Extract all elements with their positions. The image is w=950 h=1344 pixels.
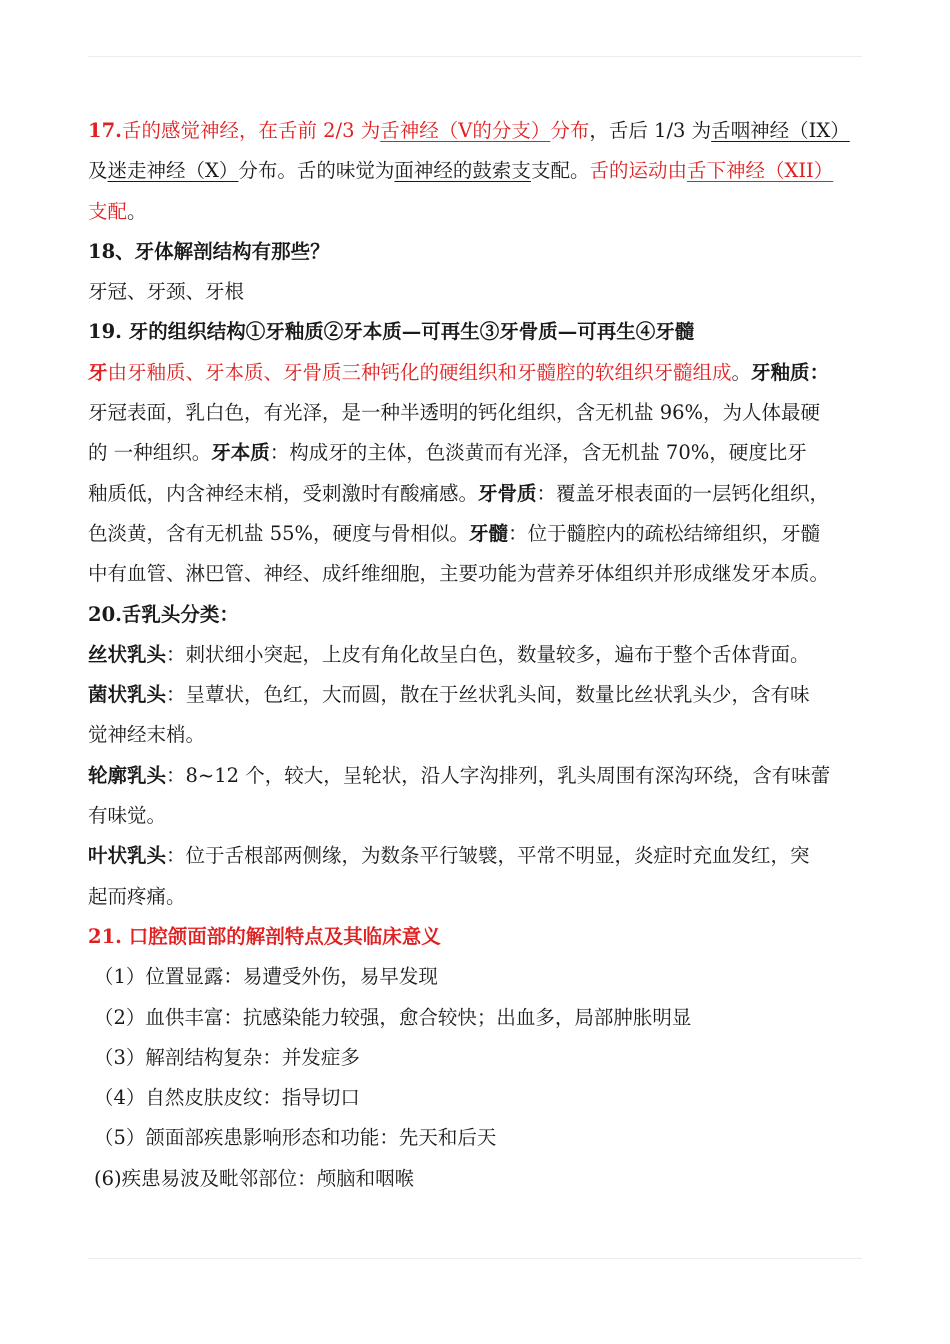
q20-text: ：刺状细小突起，上皮有角化故呈白色，数量较多，遍布于整个舌体背面。 [166, 642, 810, 666]
q17-term-glossopharyngeal: 舌咽神经（IX） [711, 119, 850, 142]
q20-term: 丝状乳头 [88, 642, 167, 666]
q17-text: 为 [360, 119, 381, 142]
q19-text: ：覆盖牙根表面的一层钙化组织， [536, 481, 830, 505]
q17-term-lingual-nerve: 舌神经（V的分支） [380, 119, 551, 142]
q21-item: （3）解剖结构复杂：并发症多 [94, 1045, 360, 1069]
q17-text: 。 [127, 199, 147, 223]
q17-text: ，舌后 1/3 为 [589, 119, 712, 142]
q17-text: 舌的运动由 [589, 159, 687, 183]
q19-line-2: 牙冠表面，乳白色，有光泽，是一种半透明的钙化组织，含无机盐 96%，为人体最硬 [88, 401, 821, 425]
q18-answer: 牙冠、牙颈、牙根 [88, 280, 245, 304]
q19-term-pulp: 牙髓 [469, 521, 509, 545]
q19-text: 釉质低，内含神经末梢，受刺激时有酸痛感。 [88, 481, 479, 505]
q17-term-vagus: 迷走神经（X） [107, 159, 239, 183]
q20-item-vallate [88, 756, 878, 796]
q19-line-1 [88, 353, 878, 393]
q20-text: ：位于舌根部两侧缘，为数条平行皱襞，平常不明显，炎症时充血发红，突 [166, 844, 810, 868]
document-body [88, 111, 878, 1199]
q19-text: ： [809, 360, 830, 384]
q19-text: ：位于髓腔内的疏松结缔组织，牙髓 [508, 521, 821, 545]
q19-text: 的 一种组织。 [88, 441, 212, 465]
top-rule [88, 56, 862, 57]
q21-title: 21. 口腔颌面部的解剖特点及其临床意义 [88, 924, 441, 948]
q19-term-dentin: 牙本质 [211, 441, 270, 465]
q19-line-5 [88, 514, 878, 554]
q19-line-6: 中有血管、淋巴管、神经、成纤维细胞，主要功能为营养牙体组织并形成继发牙本质。 [88, 562, 830, 586]
q18-title: 18、牙体解剖结构有那些？ [88, 239, 330, 263]
q20-item-foliate-cont: 起而疼痛。 [88, 884, 186, 908]
q19-title: 19. 牙的组织结构①牙釉质②牙本质—可再生③牙骨质—可再生④牙髓 [88, 320, 695, 344]
q17-number: 17. [88, 119, 122, 142]
q19-line-4 [88, 474, 878, 514]
q19-term-enamel: 牙釉质 [751, 360, 810, 384]
q20-item-foliate [88, 836, 878, 876]
q19-line-3 [88, 433, 878, 473]
q19-text: 。 [731, 360, 752, 384]
q21-item: （1）位置显露：易遭受外伤，易早发现 [94, 965, 438, 989]
q17-text: 分布。舌的味觉为 [238, 159, 395, 183]
q21-item: （2）血供丰富：抗感染能力较强，愈合较快；出血多，局部肿胀明显 [94, 1005, 692, 1029]
q21-item: (6)疾患易波及毗邻部位：颅脑和咽喉 [94, 1166, 415, 1190]
q17-text: 及 [88, 159, 108, 183]
q20-item-fungiform-cont: 觉神经末梢。 [88, 723, 206, 747]
q17-text: 支配。 [530, 159, 590, 183]
q20-term: 叶状乳头 [88, 844, 167, 868]
q19-summary: 由牙釉质、牙本质、牙骨质三种钙化的硬组织和牙髓腔的软组织牙髓组成 [107, 360, 732, 384]
q20-term: 菌状乳头 [88, 683, 167, 707]
q19-term-cementum: 牙骨质 [478, 481, 537, 505]
q20-text: ：呈蕈状，色红，大而圆，散在于丝状乳头间，数量比丝状乳头少，含有味 [166, 683, 810, 707]
q17-text: 舌的感觉神经，在舌前 [121, 119, 317, 142]
q21-item: （4）自然皮肤皮纹：指导切口 [94, 1086, 360, 1110]
q17-text: 分布 [550, 119, 590, 142]
q19-text: ：构成牙的主体，色淡黄而有光泽，含无机盐 70%，硬度比牙 [269, 441, 807, 465]
q21-item: （5）颌面部疾患影响形态和功能：先天和后天 [94, 1126, 497, 1150]
q17-line-1 [88, 111, 878, 151]
q17-term-chorda-tympani: 面神经的鼓索支 [394, 159, 531, 183]
q17-term-hypoglossal: 舌下神经（XII） [686, 159, 834, 183]
bottom-rule [88, 1258, 862, 1259]
q20-text: ：8~12 个，较大，呈轮状，沿人字沟排列，乳头周围有深沟环绕，含有味蕾 [166, 763, 831, 787]
q17-line-3 [88, 192, 878, 232]
q19-text: 色淡黄，含有无机盐 55%，硬度与骨相似。 [88, 521, 470, 545]
q20-item-filiform [88, 635, 878, 675]
q17-text: 2/3 [316, 119, 361, 142]
q17-line-2 [88, 151, 878, 191]
q20-term: 轮廓乳头 [88, 763, 167, 787]
q20-item-fungiform [88, 675, 878, 715]
q20-title: 20.舌乳头分类： [88, 602, 239, 626]
q20-item-vallate-cont: 有味觉。 [88, 804, 167, 828]
q17-text: 支配 [88, 199, 128, 223]
q19-text: 牙 [88, 360, 108, 384]
